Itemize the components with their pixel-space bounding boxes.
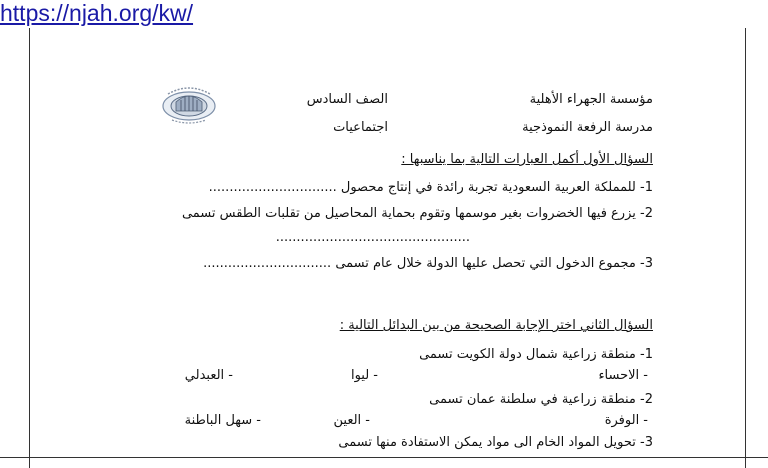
question-2-item-2-option-a: - الوفرة bbox=[604, 413, 648, 428]
question-2-item-1-option-c: - العبدلي bbox=[184, 368, 233, 383]
question-2-title: السؤال الثاني اختر الإجابة الصحيحة من بين البدائل التالية : bbox=[339, 318, 653, 333]
organization-name: مؤسسة الجهراء الأهلية bbox=[529, 92, 653, 107]
grade-label: الصف السادس bbox=[306, 92, 388, 107]
question-2-item-1: 1- منطقة زراعية شمال دولة الكويت تسمى bbox=[419, 347, 653, 362]
question-1-title: السؤال الأول أكمل العبارات التالية بما يناسبها : bbox=[401, 152, 653, 167]
school-name: مدرسة الرفعة النموذجية bbox=[522, 120, 653, 135]
question-2-item-1-option-b: - ليوا bbox=[350, 368, 378, 383]
question-1-item-1: 1- للمملكة العربية السعودية تجربة رائدة في إنتاج محصول ............................... bbox=[208, 180, 653, 195]
question-2-item-3: 3- تحويل المواد الخام الى مواد يمكن الاستفادة منها تسمى bbox=[338, 435, 653, 450]
question-2-item-1-option-a: - الاحساء bbox=[598, 368, 648, 383]
question-2-item-2-option-c: - سهل الباطنة bbox=[184, 413, 261, 428]
question-1-item-2: 2- يزرع فيها الخضروات بغير موسمها وتقوم بحماية المحاصيل من تقلبات الطقس تسمى bbox=[181, 206, 653, 221]
question-1-item-3: 3- مجموع الدخول التي تحصل عليها الدولة خلال عام تسمى ............................... bbox=[203, 256, 653, 271]
page-url-link[interactable]: https://njah.org/kw/ bbox=[0, 0, 194, 26]
question-2-item-2-option-b: - العين bbox=[333, 413, 370, 428]
subject-label: اجتماعيات bbox=[333, 120, 388, 135]
question-1-item-2-blank: ............................................... bbox=[275, 230, 470, 245]
question-2-item-2: 2- منطقة زراعية في سلطنة عمان تسمى bbox=[429, 392, 653, 407]
school-logo-emblem bbox=[158, 82, 220, 126]
